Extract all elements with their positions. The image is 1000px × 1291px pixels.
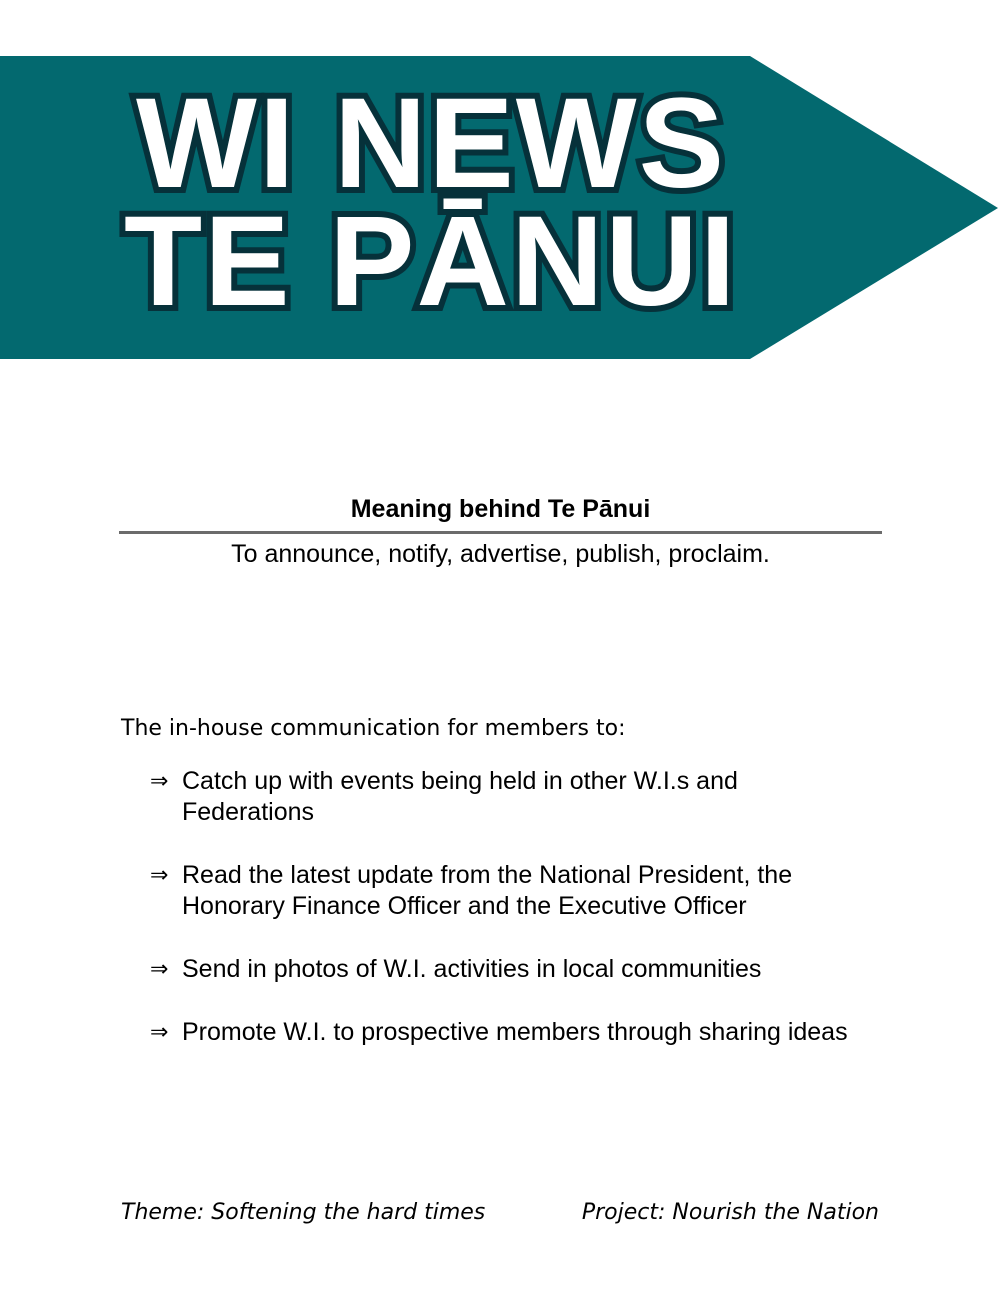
masthead-banner	[0, 56, 1000, 359]
double-arrow-icon: ⇒	[150, 1020, 169, 1045]
meaning-heading: Meaning behind Te Pānui	[119, 491, 882, 534]
list-item	[150, 954, 870, 985]
double-arrow-icon: ⇒	[150, 957, 169, 982]
list-item	[150, 860, 870, 922]
double-arrow-icon: ⇒	[150, 863, 169, 888]
list-item-text: Catch up with events being held in other W.I.s and Federations	[182, 767, 738, 826]
masthead-title-line2: TE PĀNUI	[124, 190, 738, 333]
double-arrow-icon: ⇒	[150, 769, 169, 794]
masthead-title-line1: WI NEWS	[136, 72, 726, 215]
meaning-section	[119, 491, 882, 572]
purpose-list	[150, 766, 870, 1080]
intro-text: The in-house communication for members to:	[121, 716, 626, 741]
list-item-text: Read the latest update from the National President, the Honorary Finance Officer and the Executive Officer	[182, 861, 793, 920]
list-item-text: Promote W.I. to prospective members through sharing ideas	[182, 1018, 848, 1046]
meaning-definition: To announce, notify, advertise, publish, proclaim.	[231, 540, 770, 568]
footer-theme: Theme: Softening the hard times	[121, 1200, 486, 1225]
footer-project: Project: Nourish the Nation	[581, 1200, 879, 1225]
list-item	[150, 766, 870, 828]
list-item-text: Send in photos of W.I. activities in local communities	[182, 955, 762, 983]
list-item	[150, 1017, 870, 1048]
